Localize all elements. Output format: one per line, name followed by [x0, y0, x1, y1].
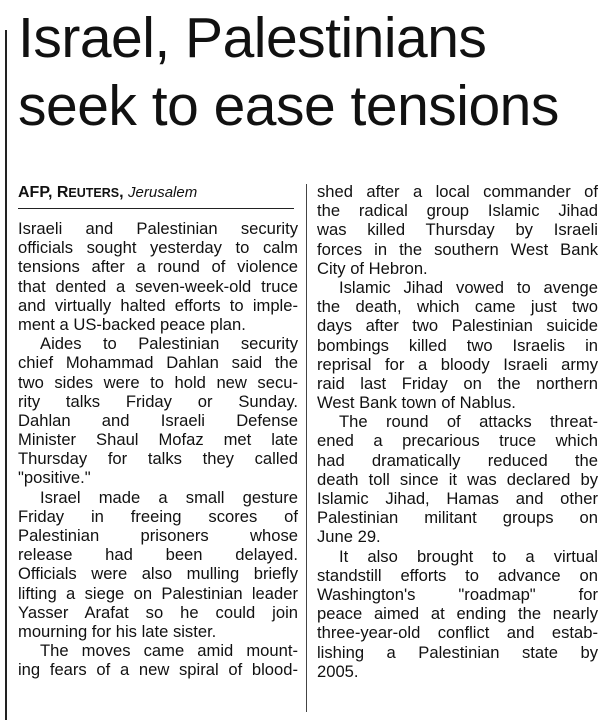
article-text-line: Friday in freeing scores of [18, 506, 298, 526]
article-text-line: Dahlan and Israeli Defense [18, 410, 298, 430]
article-text-line: was killed Thursday by Israeli [317, 220, 598, 240]
article-text-line: the death, which came just two [317, 297, 598, 317]
article-text-line: Islamic Jihad vowed to avenge [339, 277, 598, 297]
article-text-line: Thursday for talks they called [18, 449, 298, 469]
article-text-line: lifting a siege on Palestinian leader [18, 583, 298, 603]
article-text-line: Yasser Arafat so he could join [18, 602, 298, 622]
article-text-line: Palestinian militant groups on [317, 508, 598, 528]
article-text-line: June 29. [317, 527, 381, 547]
article-text-line: The round of attacks threat- [339, 412, 598, 432]
article-text-line: mourning for his late sister. [18, 621, 217, 641]
article-text-line: ened a precarious truce which [317, 431, 598, 451]
article-text-line: raid last Friday on the northern [317, 373, 598, 393]
article-text-line: rity talks Friday or Sunday. [18, 391, 298, 411]
byline [18, 182, 298, 204]
article-text-line: shed after a local commander of [317, 182, 598, 201]
byline-agency-afp: AFP, [18, 184, 53, 201]
article-column-right [317, 182, 598, 681]
article-body-left [18, 219, 298, 680]
article-text-line: standstill efforts to advance on [317, 565, 598, 585]
byline-separator: , [119, 184, 124, 201]
article-text-line: 2005. [317, 661, 359, 681]
article-body-right [317, 182, 598, 681]
article-text-line: Islamic Jihad, Hamas and other [317, 489, 598, 508]
byline-agency-reuters-rest: EUTERS [68, 186, 120, 200]
article-text-line: Officials were also mulling briefly [18, 564, 298, 584]
article-text-line: It also brought to a virtual [339, 546, 598, 566]
article-text-line: that dented a seven-week-old truce [18, 276, 298, 296]
article-text-line: Washington's "roadmap" for [317, 584, 598, 604]
article-text-line: Israel made a small gesture [40, 487, 298, 507]
article-text-line: three-year-old conflict and estab- [317, 623, 598, 643]
article-text-line: officials sought yesterday to calm [18, 238, 298, 258]
headline-line: seek to ease tensions [18, 74, 559, 138]
article-text-line: forces in the southern West Bank [317, 239, 598, 259]
headline [18, 4, 608, 140]
article-text-line: ing fears of a new spiral of blood- [18, 660, 298, 680]
article-text-line: release had been delayed. [18, 545, 298, 565]
article-text-line: lishing a Palestinian state by [317, 642, 598, 662]
article-text-line: had dramatically reduced the [317, 450, 598, 470]
byline-agency-reuters [57, 184, 124, 201]
article-text-line: reprisal for a bloody Israeli army [317, 354, 598, 374]
article-text-line: Israeli and Palestinian security [18, 219, 298, 238]
article-text-line: the radical group Islamic Jihad [317, 201, 598, 221]
column-divider [306, 184, 307, 712]
byline-agency-reuters-initial: R [56, 184, 69, 201]
article-text-line: City of Hebron. [317, 258, 428, 278]
article-text-line: Aides to Palestinian security [40, 334, 298, 354]
headline-line: Israel, Palestinians [18, 6, 487, 70]
article-text-line: death toll since it was declared by [317, 469, 598, 489]
article-text-line: chief Mohammad Dahlan said the [18, 353, 298, 373]
article-text-line: days after two Palestinian suicide [317, 316, 598, 336]
article-frame-rule [5, 30, 7, 720]
byline-location: Jerusalem [128, 184, 198, 201]
article-text-line: West Bank town of Nablus. [317, 393, 516, 413]
article-text-line: ment a US-backed peace plan. [18, 314, 246, 334]
article-text-line: The moves came amid mount- [40, 641, 298, 661]
article-text-line: bombings killed two Israelis in [317, 335, 598, 355]
byline-rule [18, 208, 294, 209]
article-text-line: "positive." [18, 468, 91, 488]
article-text-line: tensions after a round of violence [18, 257, 298, 277]
article-text-line: Minister Shaul Mofaz met late [18, 430, 298, 450]
article-column-left [18, 182, 298, 680]
article-text-line: and virtually halted efforts to imple- [18, 295, 298, 315]
article-text-line: Palestinian prisoners whose [18, 526, 298, 545]
article-text-line: two sides were to hold new secu- [18, 372, 298, 392]
article-text-line: peace aimed at ending the nearly [317, 604, 598, 624]
